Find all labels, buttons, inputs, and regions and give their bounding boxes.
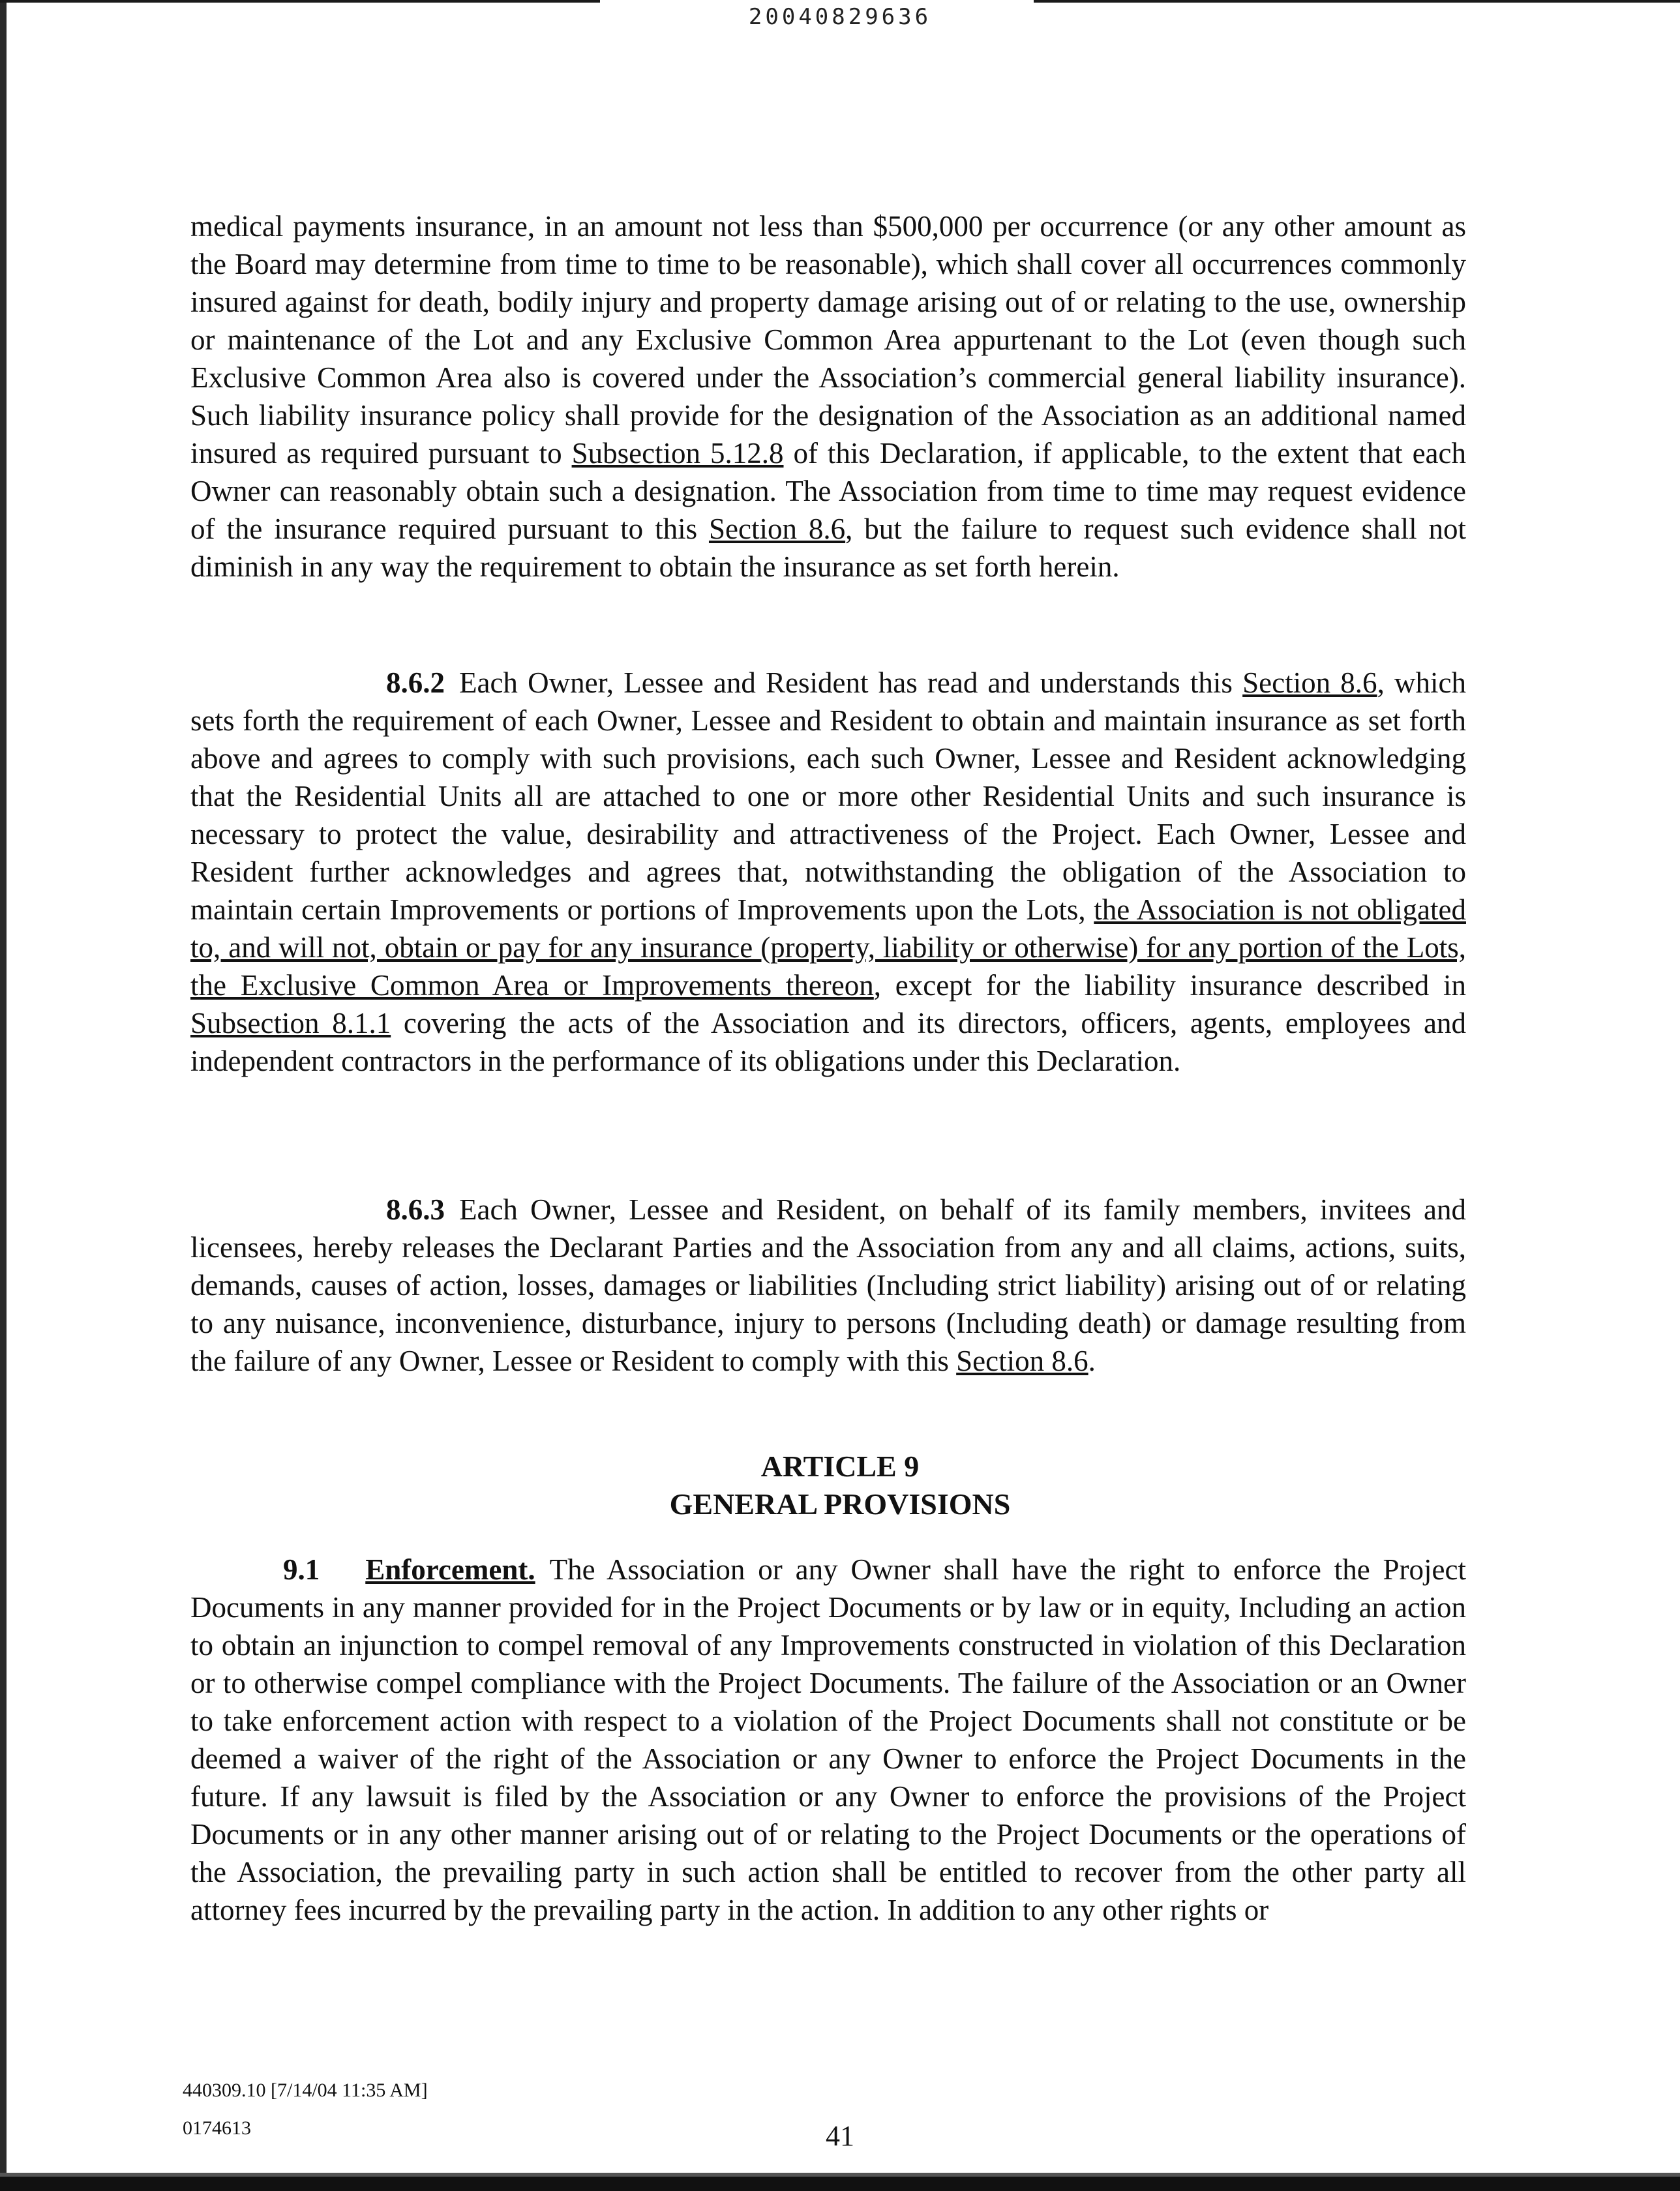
paragraph-text: . [1088, 1345, 1096, 1377]
scan-top-rule-left [0, 0, 600, 3]
paragraph-text: covering the acts of the Association and its directors, officers, agents, employees and independent contractors in the performance of its obligations under this Declaration. [190, 1007, 1466, 1077]
section-title: Enforcement. [365, 1553, 535, 1586]
scan-bottom-bar [0, 2177, 1680, 2191]
section-number: 8.6.3 [386, 1193, 445, 1226]
footer-client-code: 0174613 [183, 2117, 251, 2139]
paragraph-text: medical payments insurance, in an amount not less than $500,000 per occurrence (or any other amount as the Board may determine from time to time to be reasonable), which shall cover all occurrences commonly insured against for death, bodily injury and property damage arising out of or relating to the use, ownership or maintenance of the Lot and any Exclusive Common Area appurtenant to the Lot (even though such Exclusive Common Area also is covered under the Association’s commercial general liability insurance). Such liability insurance policy shall provide for the designation of the Association as an additional named insured as required pursuant to [190, 210, 1466, 470]
article-number: ARTICLE 9 [760, 1450, 920, 1483]
scan-top-rule-right [1034, 0, 1680, 3]
section-number: 9.1 [283, 1553, 320, 1586]
paragraph-text: The Association or any Owner shall have the right to enforce the Project Documents in any manner provided for in the Project Documents or by law or in equity, Including an action to obtain an injunction to compel removal of any Improvements constructed in violation of this Declaration or to otherwise compel compliance with the Project Documents. The failure of the Association or an Owner to take enforcement action with respect to a violation of the Project Documents shall not constitute or be deemed a waiver of the right of the Association or any Owner to enforce the Project Documents in the future. If any lawsuit is filed by the Association or any Owner to enforce the provisions of the Project Documents or in any other manner arising out of or relating to the Project Documents or the operations of the Association, the prevailing party in such action shall be entitled to recover from the other party all attorney fees incurred by the prevailing party in the action. In addition to any other rights or [190, 1553, 1466, 1926]
paragraph-insurance-continuation [190, 207, 1466, 586]
document-number: 20040829636 [748, 4, 932, 30]
article-title: GENERAL PROVISIONS [669, 1487, 1011, 1521]
paragraph-8-6-2 [190, 664, 1466, 1080]
paragraph-text: Each Owner, Lessee and Resident has read and understands this [459, 666, 1243, 699]
cross-reference-section-8-6: Section 8.6 [708, 513, 846, 545]
cross-reference-subsection-8-1-1: Subsection 8.1.1 [190, 1007, 391, 1039]
paragraph-9-1-enforcement [190, 1551, 1466, 1929]
paragraph-text: Each Owner, Lessee and Resident, on behalf of its family members, invitees and licensees, hereby releases the Declarant Parties and the Association from any and all claims, actions, suits, demands, causes of action, losses, damages or liabilities (Including strict liability) arising out of or relating to any nuisance, inconvenience, disturbance, injury to persons (Including death) or damage resulting from the failure of any Owner, Lessee or Resident to comply with this [190, 1193, 1466, 1377]
cross-reference-subsection-5-12-8: Subsection 5.12.8 [571, 437, 784, 470]
article-heading [0, 1448, 1680, 1523]
footer-document-code: 440309.10 [7/14/04 11:35 AM] [183, 2079, 428, 2101]
cross-reference-section-8-6: Section 8.6 [956, 1345, 1088, 1377]
scan-edge-left [0, 0, 7, 2191]
paragraph-8-6-3 [190, 1191, 1466, 1380]
paragraph-text: , which sets forth the requirement of each Owner, Lessee and Resident to obtain and maintain insurance as set forth above and agrees to comply with such provisions, each such Owner, Lessee and Resident acknowledging that the Residential Units all are attached to one or more other Residential Units and such insurance is necessary to protect the value, desirability and attractiveness of the Project. Each Owner, Lessee and Resident further acknowledges and agrees that, notwithstanding the obligation of the Association to maintain certain Improvements or portions of Improvements upon the Lots, [190, 666, 1466, 926]
section-number: 8.6.2 [386, 666, 445, 699]
cross-reference-section-8-6: Section 8.6 [1242, 666, 1377, 699]
paragraph-text: , except for the liability insurance described in [873, 969, 1467, 1002]
paragraph-text: , but the failure to request such evidence shall not diminish in any way the requirement to obtain the insurance as set forth herein. [190, 513, 1466, 583]
underlined-disclaimer: the Association is not obligated to, and will not, obtain or pay for any insurance (property, liability or otherwise) for any portion of the Lots, the Exclusive Common Area or Improvements thereon [190, 893, 1466, 1002]
paragraph-text: of this Declaration, if applicable, to the extent that each Owner can reasonably obtain such a designation. The Association from time to time may request evidence of the insurance required pursuant to this [190, 437, 1466, 545]
page-number: 41 [826, 2120, 854, 2152]
